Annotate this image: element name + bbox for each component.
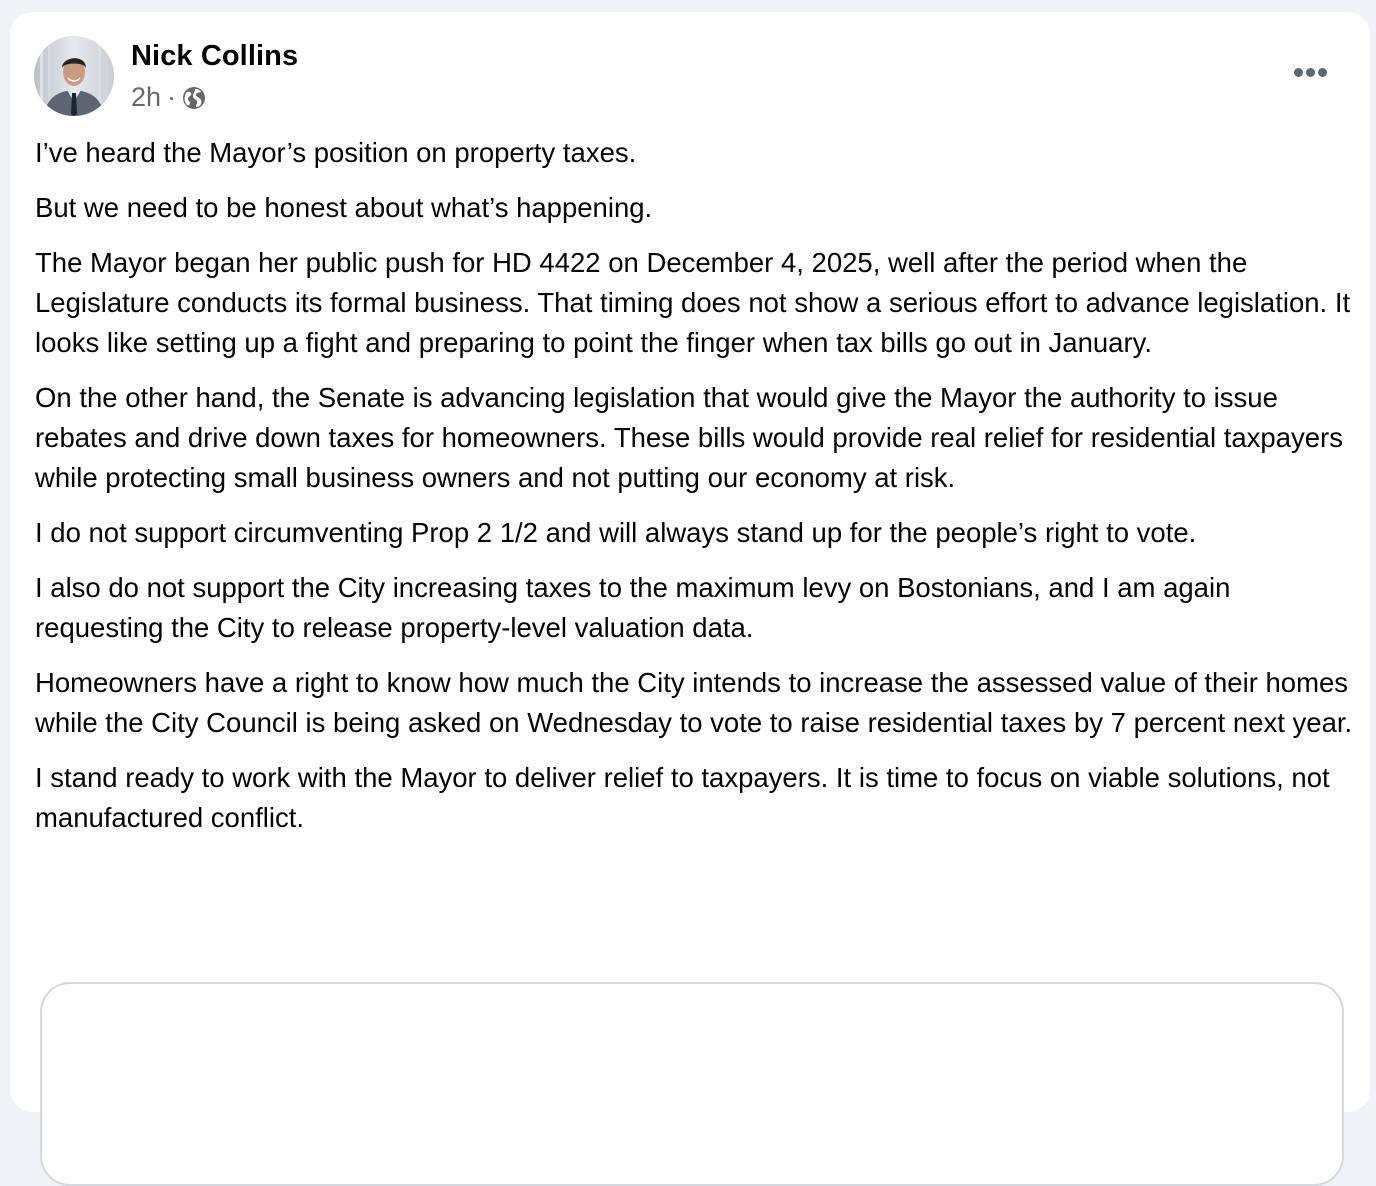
meta-separator: ·: [167, 81, 177, 112]
globe-icon[interactable]: [182, 86, 206, 110]
avatar-photo-icon: [34, 36, 114, 116]
attachment-preview[interactable]: [40, 982, 1344, 1186]
dot-icon: [1318, 68, 1327, 77]
author-avatar[interactable]: [34, 36, 114, 116]
dot-icon: [1306, 68, 1315, 77]
post-paragraph: I stand ready to work with the Mayor to deliver relief to taxpayers. It is time to focus on viable solutions, not manufactured conflict.: [35, 762, 1330, 833]
post-paragraph: I also do not support the City increasing taxes to the maximum levy on Bostonians, and I am again requesting the City to release property-level valuation data.: [35, 572, 1231, 643]
post-body: [35, 133, 1355, 853]
post-paragraph: I’ve heard the Mayor’s position on property taxes.: [35, 137, 637, 168]
post-paragraph: But we need to be honest about what’s happening.: [35, 192, 653, 223]
post-meta: [131, 81, 206, 113]
post-paragraph: On the other hand, the Senate is advancing legislation that would give the Mayor the authority to issue rebates and drive down taxes for homeowners. These bills would provide real relief for residential taxpayers while protecting small business owners and not putting our economy at risk.: [35, 382, 1343, 493]
author-name[interactable]: Nick Collins: [131, 40, 299, 72]
more-options-button[interactable]: [1286, 62, 1334, 82]
post-card: [10, 12, 1370, 1112]
dot-icon: [1294, 68, 1303, 77]
post-timestamp[interactable]: 2h: [131, 81, 162, 112]
post-header: [34, 36, 1346, 118]
post-paragraph: I do not support circumventing Prop 2 1/2 and will always stand up for the people’s right to vote.: [35, 517, 1197, 548]
post-paragraph: The Mayor began her public push for HD 4422 on December 4, 2025, well after the period when the Legislature conducts its formal business. That timing does not show a serious effort to advance legislation. It looks like setting up a fight and preparing to point the finger when tax bills go out in January.: [35, 247, 1351, 358]
post-paragraph: Homeowners have a right to know how much the City intends to increase the assessed value of their homes while the City Council is being asked on Wednesday to vote to raise residential taxes by 7 percent next year.: [35, 667, 1353, 738]
